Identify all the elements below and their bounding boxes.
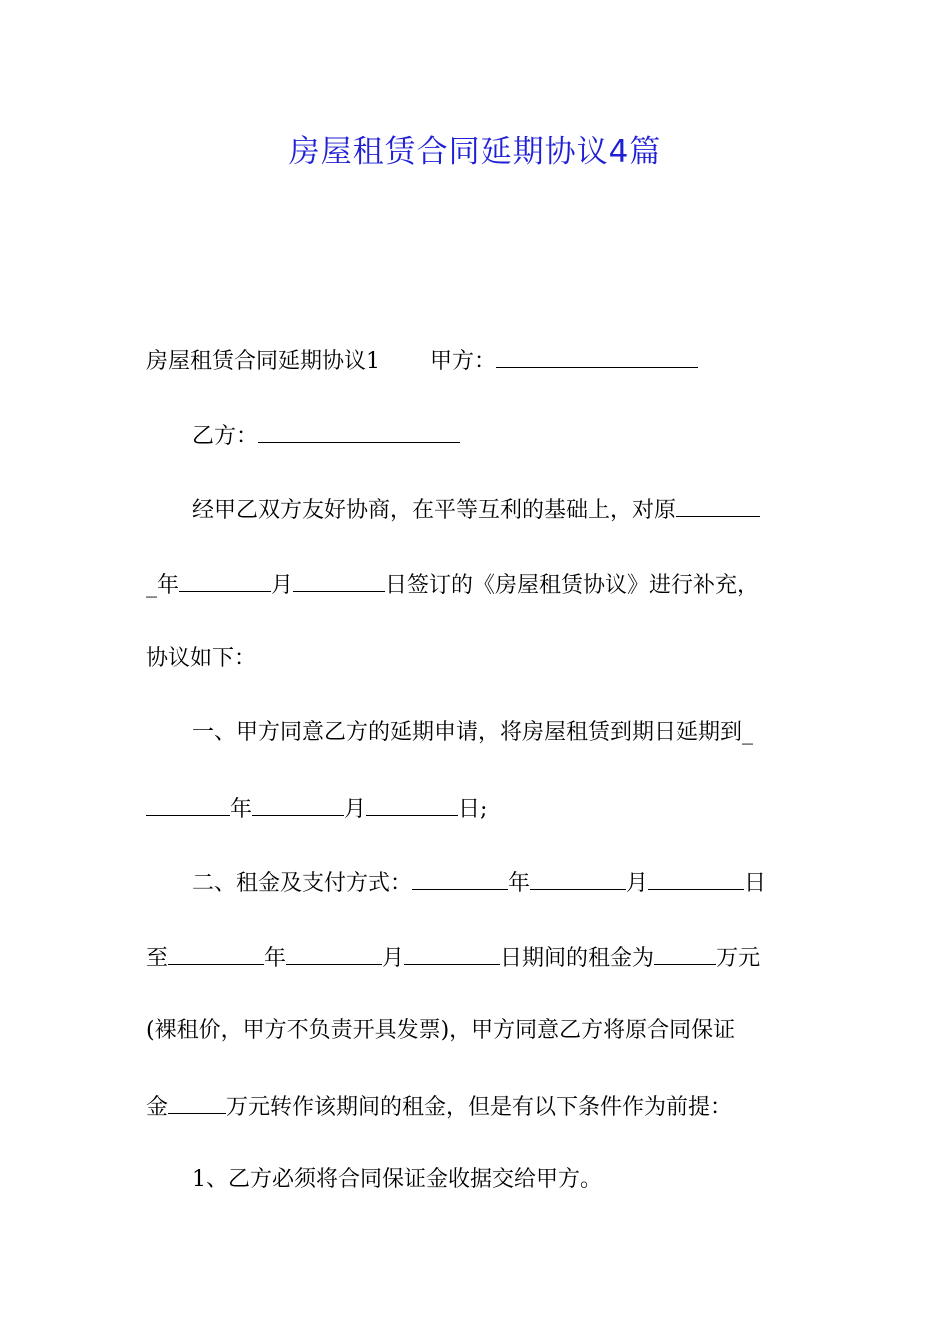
party-b-label: 乙方： (192, 424, 259, 449)
paragraph-text: 日期间的租金为 (500, 946, 655, 971)
paragraph-line (146, 1091, 732, 1123)
paragraph-line (192, 718, 753, 748)
blank-field (676, 494, 760, 517)
party-a-blank (496, 345, 698, 368)
document-title: 房屋租赁合同延期协议4篇 (288, 134, 662, 170)
paragraph-text: 日; (458, 797, 488, 822)
paragraph-text: _年 (146, 573, 180, 598)
paragraph-line (146, 1016, 735, 1046)
paragraph-text: 经甲乙双方友好协商，在平等互利的基础上，对原 (192, 498, 677, 523)
clause-one: 一、甲方同意乙方的延期申请，将房屋租赁到期日延期到_ (192, 720, 754, 745)
paragraph-text: 日 (744, 871, 767, 896)
blank-field (286, 942, 382, 965)
blank-field (293, 569, 385, 592)
paragraph-text: (裸租价，甲方不负责开具发票)，甲方同意乙方将原合同保证 (146, 1018, 736, 1043)
blank-field (179, 569, 271, 592)
paragraph-text: 金 (146, 1095, 169, 1120)
blank-field (404, 942, 500, 965)
paragraph-line (146, 569, 759, 601)
paragraph-line (146, 644, 256, 674)
paragraph-line (192, 494, 760, 526)
paragraph-text: 至 (146, 946, 169, 971)
blank-field (146, 793, 230, 816)
paragraph-line (146, 942, 760, 974)
paragraph-line (192, 867, 766, 899)
paragraph-text: 协议如下： (146, 646, 257, 671)
blank-field (252, 793, 344, 816)
blank-field (530, 867, 626, 890)
paragraph-text: 月 (271, 573, 294, 598)
blank-field (648, 867, 744, 890)
sub-clause-one: 1、乙方必须将合同保证金收据交给甲方。 (192, 1167, 602, 1192)
paragraph-text: 年 (508, 871, 531, 896)
section-heading: 房屋租赁合同延期协议1 (146, 349, 380, 374)
paragraph-line (192, 1165, 602, 1195)
party-a-label: 甲方： (430, 349, 497, 374)
blank-field (366, 793, 458, 816)
blank-field (412, 867, 508, 890)
paragraph-text: 年 (264, 946, 287, 971)
paragraph-text: 月 (626, 871, 649, 896)
paragraph-text: 日签订的《房屋租赁协议》进行补充， (385, 573, 760, 598)
paragraph-line (146, 345, 698, 377)
blank-field (168, 942, 264, 965)
paragraph-text: 月 (382, 946, 405, 971)
paragraph-line (192, 420, 460, 452)
party-b-blank (258, 420, 460, 443)
paragraph-text: 万元转作该期间的租金，但是有以下条件作为前提： (226, 1095, 733, 1120)
paragraph-text: 万元 (716, 946, 761, 971)
paragraph-line (146, 793, 487, 825)
paragraph-text: 月 (344, 797, 367, 822)
paragraph-text: 年 (230, 797, 253, 822)
blank-field (654, 942, 716, 965)
blank-field (168, 1091, 226, 1114)
clause-two: 二、租金及支付方式： (192, 871, 413, 896)
